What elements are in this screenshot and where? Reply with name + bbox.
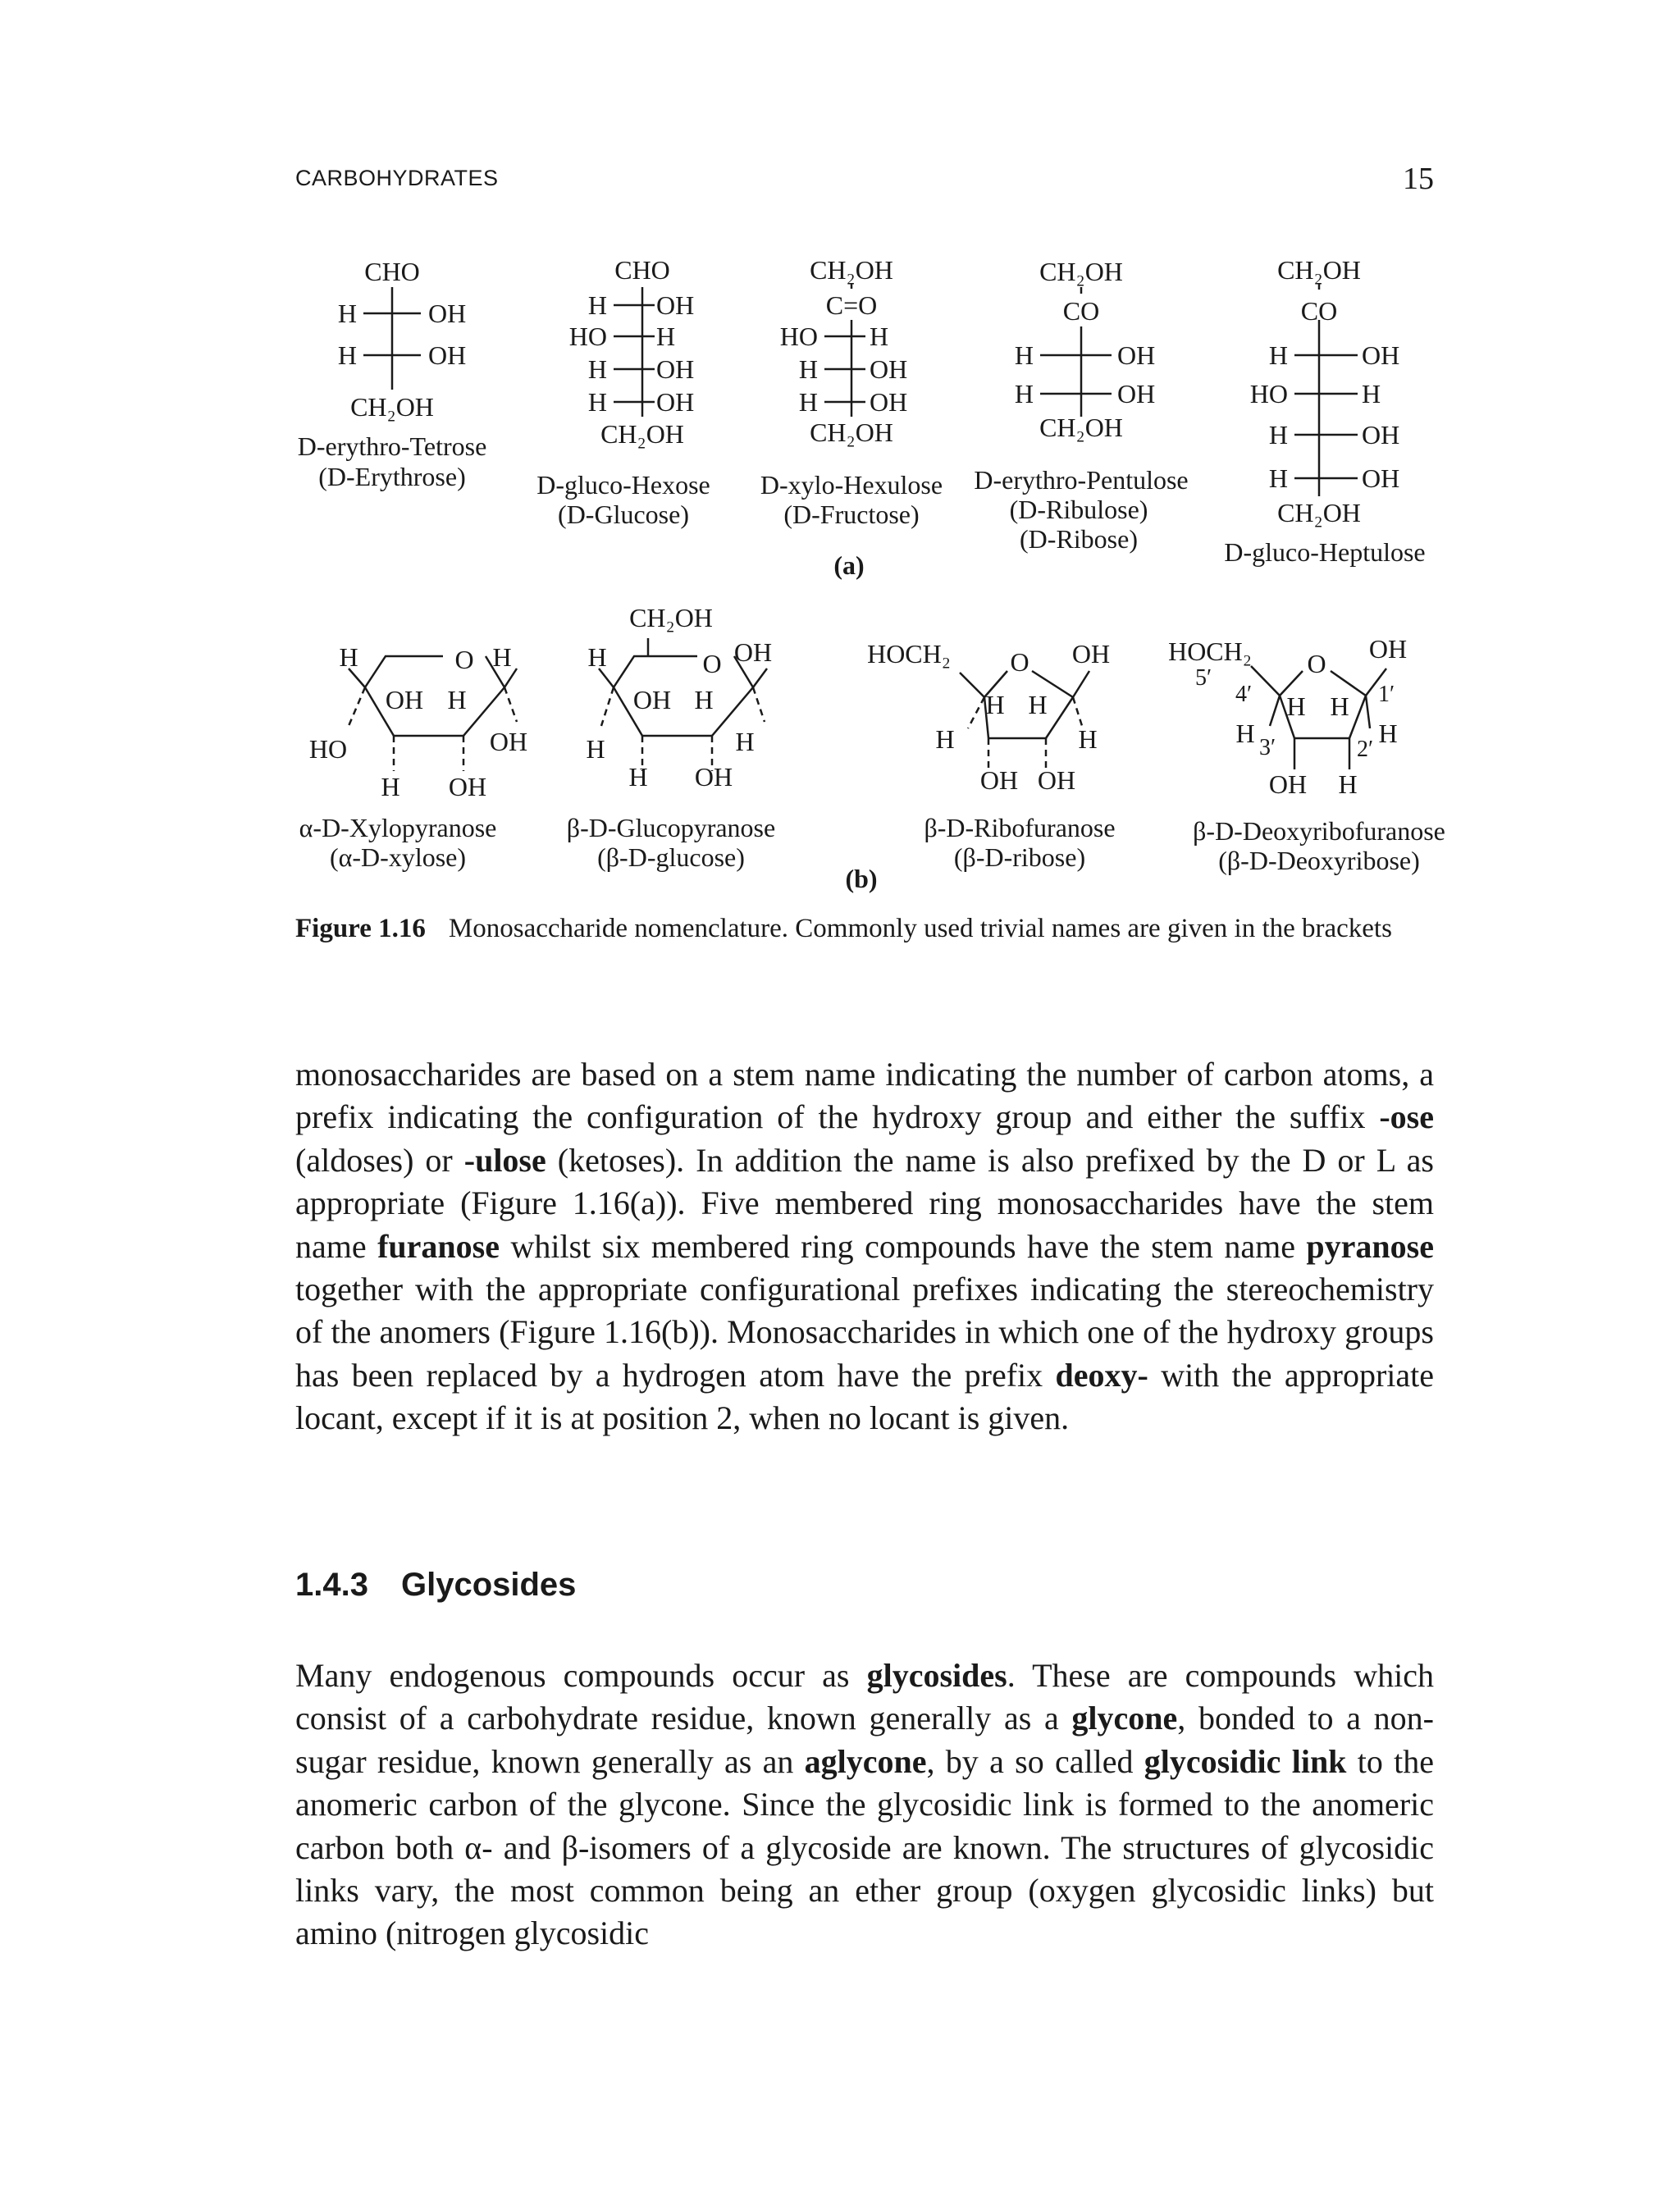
atom-label: OH xyxy=(1071,639,1111,669)
compound-name: D-xylo-Hexulose xyxy=(760,470,943,500)
compound-trivial-name: (β-D-Deoxyribose) xyxy=(1218,846,1420,875)
atom-label: H xyxy=(1268,340,1288,370)
atom-label: H xyxy=(1014,340,1034,370)
locant-label: 2′ xyxy=(1356,737,1374,762)
compound-trivial-name: (β-D-glucose) xyxy=(597,842,745,872)
deoxyribofuranose-structure xyxy=(1168,634,1445,875)
atom-label: CH₂OH xyxy=(1039,413,1123,442)
figure-1-16 xyxy=(0,0,1680,902)
bold-term: glycosidic link xyxy=(1144,1742,1347,1780)
page-number: 15 xyxy=(1403,162,1434,196)
compound-name: α-D-Xylopyranose xyxy=(299,813,497,842)
compound-trivial-name: (D-Ribose) xyxy=(1020,524,1138,554)
body-paragraph xyxy=(295,1654,1434,1956)
text-run: monosaccharides are based on a stem name indicating the number of carbon atoms, a prefix indicating the configuration of the hydroxy group and either the suffix xyxy=(295,1056,1434,1136)
atom-label: CH₂OH xyxy=(350,392,434,422)
bold-term: -ulose xyxy=(463,1141,546,1179)
compound-trivial-name: (D-Fructose) xyxy=(783,500,920,529)
atom-label: CO xyxy=(1062,296,1100,326)
text-run: Many endogenous compounds occur as xyxy=(295,1657,867,1694)
atom-label: H xyxy=(1235,719,1255,748)
atom-label: OH xyxy=(656,387,695,417)
compound-name: β-D-Deoxyribofuranose xyxy=(1193,816,1445,846)
atom-label: OH xyxy=(870,354,908,384)
atom-label: H xyxy=(1268,463,1288,493)
atom-label: C=O xyxy=(825,290,878,320)
text-run: (aldoses) or xyxy=(295,1141,464,1179)
atom-label: H xyxy=(1378,719,1398,748)
text-run: . These are compounds which consist of a carbohydrate residue, known generally as a xyxy=(295,1657,1434,1737)
bold-term: aglycone xyxy=(804,1742,927,1780)
atom-label: OH xyxy=(1037,765,1076,795)
atom-label: HO xyxy=(568,322,607,351)
compound-trivial-name: (α-D-xylose) xyxy=(329,842,467,872)
atom-label: OH xyxy=(448,772,487,801)
bold-term: furanose xyxy=(377,1227,500,1265)
atom-label: H xyxy=(798,354,818,384)
atom-label: H xyxy=(1014,379,1034,408)
atom-label: OH xyxy=(656,354,695,384)
atom-label: HO xyxy=(779,322,818,351)
atom-label: CHO xyxy=(364,257,420,286)
atom-label: OH xyxy=(1362,463,1400,493)
figure-caption xyxy=(295,910,1434,947)
atom-label: CH₂OH xyxy=(600,419,684,449)
text-run: with the appropriate locant, except if it is at position 2, when no locant is given. xyxy=(295,1356,1435,1437)
atom-label: O xyxy=(454,645,474,674)
atom-label: CH₂OH xyxy=(1277,498,1361,527)
atom-label: HOCH₂ xyxy=(1168,637,1252,666)
atom-label: H xyxy=(337,340,357,370)
bold-term: -ose xyxy=(1379,1098,1434,1136)
compound-trivial-name: (D-Glucose) xyxy=(558,500,689,529)
text-run: whilst six membered ring compounds have the stem name xyxy=(500,1227,1307,1265)
atom-label: H xyxy=(985,690,1005,719)
atom-label: CH₂OH xyxy=(629,603,713,632)
text-run: , by a so called xyxy=(926,1742,1144,1780)
atom-label: HOCH₂ xyxy=(867,639,951,669)
atom-label: H xyxy=(587,354,607,384)
atom-label: H xyxy=(1268,420,1288,450)
atom-label: OH xyxy=(428,299,467,328)
atom-label: OH xyxy=(385,685,424,714)
compound-name: D-gluco-Heptulose xyxy=(1224,537,1426,567)
atom-label: OH xyxy=(870,387,908,417)
atom-label: CH₂OH xyxy=(1039,257,1123,286)
caption-label: Figure 1.16 xyxy=(295,914,426,943)
atom-label: OH xyxy=(694,762,733,792)
fischer-heptulose xyxy=(1224,255,1425,567)
atom-label: OH xyxy=(1117,379,1156,408)
text-run: (ketoses). In addition the name is also prefixed by the D or L as appropriate (Figure 1.16(a)). Five membered ring monosaccharides have the stem name xyxy=(295,1141,1434,1265)
atom-label: OH xyxy=(656,290,695,320)
atom-label: H xyxy=(1286,691,1306,721)
atom-label: OH xyxy=(489,727,528,756)
atom-label: H xyxy=(586,734,605,764)
atom-label: H xyxy=(587,290,607,320)
fischer-hexose xyxy=(536,255,710,529)
atom-label: CH₂OH xyxy=(810,255,893,285)
bold-term: deoxy- xyxy=(1055,1356,1148,1394)
atom-label: H xyxy=(492,642,512,672)
atom-label: HO xyxy=(1249,379,1288,408)
part-a-label: (a) xyxy=(833,550,865,580)
atom-label: H xyxy=(339,642,358,672)
atom-label: H xyxy=(337,299,357,328)
atom-label: OH xyxy=(428,340,467,370)
atom-label: OH xyxy=(1368,634,1408,664)
atom-label: H xyxy=(1338,769,1358,799)
locant-label: 4′ xyxy=(1235,682,1253,707)
glucopyranose-structure xyxy=(567,603,775,872)
compound-trivial-name: (D-Erythrose) xyxy=(318,462,466,491)
bold-term: pyranose xyxy=(1306,1227,1434,1265)
atom-label: HO xyxy=(308,734,348,764)
bold-term: glycone xyxy=(1071,1700,1178,1737)
atom-label: H xyxy=(1330,691,1349,721)
atom-label: CH₂OH xyxy=(810,418,893,447)
atom-label: H xyxy=(798,387,818,417)
compound-trivial-name: (β-D-ribose) xyxy=(953,842,1086,872)
locant-label: 5′ xyxy=(1194,665,1212,691)
atom-label: OH xyxy=(979,765,1019,795)
atom-label: O xyxy=(1307,649,1326,678)
atom-label: H xyxy=(694,685,714,714)
atom-label: H xyxy=(628,762,648,792)
atom-label: H xyxy=(935,724,955,754)
ribofuranose-structure xyxy=(867,639,1115,872)
running-title: CARBOHYDRATES xyxy=(295,166,499,190)
locant-label: 3′ xyxy=(1258,735,1276,760)
part-b-label: (b) xyxy=(845,864,878,893)
compound-name: D-gluco-Hexose xyxy=(536,470,710,500)
atom-label: CH₂OH xyxy=(1277,255,1361,285)
section-heading xyxy=(295,1567,576,1604)
atom-label: CO xyxy=(1300,296,1338,326)
atom-label: H xyxy=(656,322,676,351)
atom-label: H xyxy=(1362,379,1381,408)
text-run: , bonded to a non-sugar residue, known generally as an xyxy=(295,1700,1434,1780)
atom-label: OH xyxy=(1117,340,1156,370)
text-run: to the anomeric carbon of the glycone. Since the glycosidic link is formed to the anomeric carbon both α- and β-isomers of a glycoside are known. The structures of glycosidic links vary, the most common being an ether group (oxygen glycosidic links) but amino (nitrogen glycosidic xyxy=(295,1742,1434,1952)
atom-label: O xyxy=(1010,647,1029,677)
atom-label: H xyxy=(735,727,755,756)
atom-label: H xyxy=(870,322,889,351)
atom-label: H xyxy=(587,642,607,672)
body-paragraph xyxy=(295,1053,1434,1440)
atom-label: H xyxy=(381,772,400,801)
section-title: Glycosides xyxy=(400,1567,577,1603)
compound-name: β-D-Glucopyranose xyxy=(566,813,776,842)
text-run: together with the appropriate configurational prefixes indicating the stereochemistry of the anomers (Figure 1.16(b)). Monosaccharides in which one of the hydroxy groups has been replaced by a hydrogen atom have the prefix xyxy=(295,1271,1434,1394)
bold-term: glycosides xyxy=(866,1657,1007,1694)
compound-name: D-erythro-Pentulose xyxy=(974,465,1189,495)
compound-name: D-erythro-Tetrose xyxy=(297,431,487,461)
atom-label: H xyxy=(447,685,467,714)
atom-label: OH xyxy=(733,637,773,667)
atom-label: OH xyxy=(1268,769,1308,799)
atom-label: OH xyxy=(1362,340,1400,370)
atom-label: H xyxy=(1078,724,1098,754)
compound-name: β-D-Ribofuranose xyxy=(924,813,1116,842)
atom-label: CHO xyxy=(614,255,670,285)
xylopyranose-structure xyxy=(299,642,527,872)
atom-label: H xyxy=(1028,690,1048,719)
atom-label: OH xyxy=(1362,420,1400,450)
section-number: 1.4.3 xyxy=(295,1567,368,1603)
atom-label: OH xyxy=(632,685,672,714)
locant-label: 1′ xyxy=(1377,682,1395,707)
compound-trivial-name: (D-Ribulose) xyxy=(1009,495,1148,524)
caption-text: Monosaccharide nomenclature. Commonly used trivial names are given in the brackets xyxy=(448,914,1392,943)
atom-label: O xyxy=(702,649,722,678)
atom-label: H xyxy=(587,387,607,417)
